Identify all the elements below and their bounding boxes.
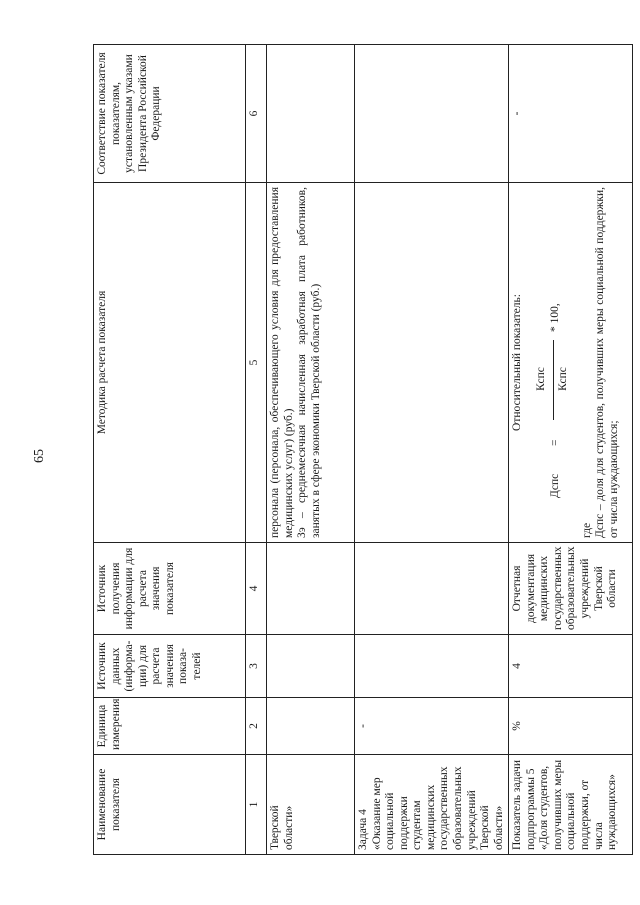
table-row xyxy=(355,45,509,855)
row-unit: % xyxy=(509,698,633,755)
header-unit: Единица измерения xyxy=(94,698,246,755)
formula-where: где xyxy=(580,522,593,538)
column-index: 6 xyxy=(246,45,267,183)
row-method: персонала (персонала, обеспечивающего условия для предоставления медицинских услуг) (руб.) Зэ – среднемесячная начисленная заработная плата работников, занятых в сфере экономики Тверской области (руб.) xyxy=(267,183,355,543)
column-index: 1 xyxy=(246,755,267,855)
row-name: Показатель задачи подпрограммы 5 «Доля студентов, получивших меры социальной поддержки, от числа нуждающихся» xyxy=(509,755,633,855)
row-method xyxy=(509,183,633,543)
formula-equals: = xyxy=(548,439,561,446)
formula-denominator: Кспс xyxy=(556,367,569,391)
header-source-data: Источник данных (информа-ции) для расчета значения показа-телей xyxy=(94,635,246,698)
column-index: 5 xyxy=(246,183,267,543)
header-row xyxy=(94,45,246,855)
row-compliance xyxy=(355,45,509,183)
row-source-info xyxy=(267,543,355,635)
row-source-info: Отчетная документация медицинских государственных образовательных учреждений Тверской области xyxy=(509,543,633,635)
column-index: 2 xyxy=(246,698,267,755)
column-index: 4 xyxy=(246,543,267,635)
ratio-formula xyxy=(535,187,577,538)
header-source-info: Источник получения информации для расчета значения показателя xyxy=(94,543,246,635)
column-index: 3 xyxy=(246,635,267,698)
method-intro: Относительный показатель: xyxy=(511,294,524,431)
formula-tail: * 100, xyxy=(548,303,561,332)
header-compliance: Соответствие показателя показателям, установленным указами Президента Российской Федерации xyxy=(94,45,246,183)
row-source-data xyxy=(267,635,355,698)
column-index-row xyxy=(246,45,267,855)
row-source-info xyxy=(355,543,509,635)
formula-definition: Дспс – доля для студентов, получивших меры социальной поддержки, от числа нуждающихся; xyxy=(594,187,620,538)
row-name: Тверской области» xyxy=(267,755,355,855)
row-compliance xyxy=(267,45,355,183)
indicator-table xyxy=(93,44,633,855)
row-source-data xyxy=(355,635,509,698)
row-method xyxy=(355,183,509,543)
row-compliance: - xyxy=(509,45,633,183)
row-unit xyxy=(267,698,355,755)
page-number: 65 xyxy=(32,449,47,463)
formula-numerator: Кспс xyxy=(534,367,547,391)
row-source-data: 4 xyxy=(509,635,633,698)
formula-lhs: Дспс xyxy=(548,473,561,498)
table-row xyxy=(267,45,355,855)
header-method: Методика расчета показателя xyxy=(94,183,246,543)
fraction-bar xyxy=(553,340,554,420)
row-unit: - xyxy=(355,698,509,755)
table-row xyxy=(509,45,633,855)
rotated-table-wrapper xyxy=(93,45,633,855)
header-name: Наименование показателя xyxy=(94,755,246,855)
row-name: Задача 4 «Оказание мер социальной поддержки студентам медицинских государственных образовательных учреждений Тверской области» xyxy=(355,755,509,855)
